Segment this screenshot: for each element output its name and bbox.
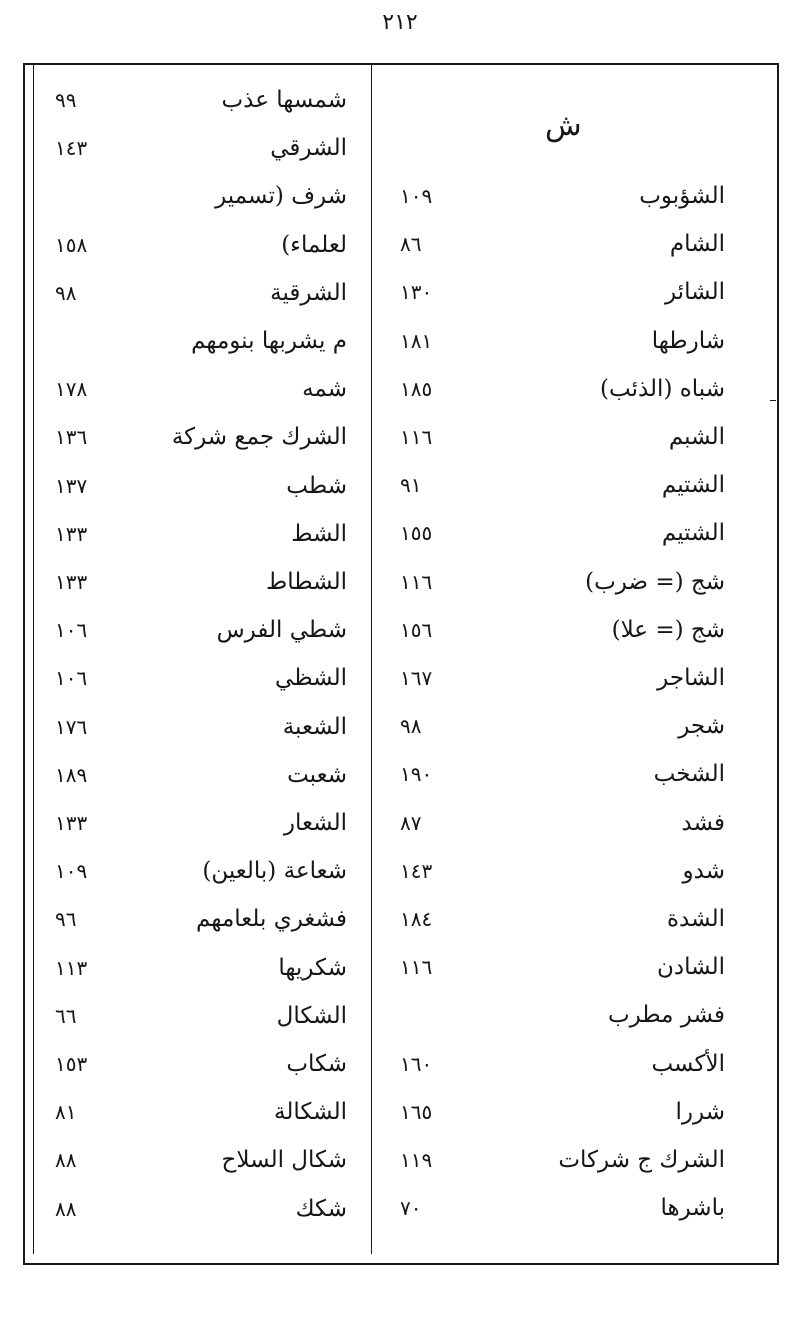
index-entry <box>395 369 765 409</box>
entry-page-number: ١٥٥ <box>400 521 433 546</box>
index-entry <box>55 755 355 795</box>
index-entry <box>55 273 355 313</box>
entry-term: شطب <box>286 472 347 499</box>
entry-term: فشر مطرب <box>607 1002 725 1029</box>
entry-term: الشخب <box>653 761 725 788</box>
entry-term: شباه (الذئب) <box>600 375 725 402</box>
entry-term: شج (= ضرب) <box>585 568 725 595</box>
index-entry <box>55 128 355 168</box>
entry-term: شكريها <box>278 954 347 981</box>
index-entry <box>55 948 355 988</box>
entry-term: الشائر <box>664 279 725 306</box>
entry-term: الشرقية <box>270 279 347 306</box>
entry-term: شارطها <box>651 327 725 354</box>
entry-page-number: ١١٦ <box>400 569 433 594</box>
index-entry <box>55 803 355 843</box>
entry-term: الشدة <box>666 906 725 932</box>
index-entry <box>55 369 355 409</box>
entry-term: الشكال <box>276 1002 347 1029</box>
index-entry <box>395 1140 765 1180</box>
index-entry <box>395 272 765 312</box>
index-entry <box>395 610 765 650</box>
entry-term: الشتيم <box>661 472 725 499</box>
margin-tick <box>770 400 776 401</box>
index-entry <box>395 947 765 987</box>
entry-page-number: ٨١ <box>55 1100 77 1125</box>
entry-page-number: ١٦٠ <box>400 1051 433 1076</box>
entry-page-number: ١٣٦ <box>55 425 88 450</box>
left-column <box>55 0 355 1323</box>
entry-page-number: ١٥٦ <box>400 617 433 642</box>
index-entry <box>55 1092 355 1132</box>
entry-term: شررا <box>675 1098 725 1125</box>
entry-term: الشظي <box>275 665 347 692</box>
entry-term: شعبت <box>287 761 347 788</box>
entry-page-number: ١٣٣ <box>55 811 88 835</box>
index-entry <box>395 176 765 216</box>
entry-page-number: ١٥٣ <box>55 1052 88 1076</box>
index-entry <box>395 562 765 602</box>
index-entry <box>55 321 355 361</box>
entry-page-number: ٦٦ <box>55 1003 77 1028</box>
entry-term: باشرها <box>660 1195 725 1222</box>
inner-left-rule <box>33 64 34 1254</box>
entry-term: شمه <box>302 376 347 403</box>
entry-page-number: ١٩٠ <box>400 762 433 787</box>
entry-page-number: ١٣٣ <box>55 521 88 546</box>
index-entry <box>55 514 355 554</box>
entry-page-number: ١٧٨ <box>55 377 88 402</box>
index-entry <box>395 224 765 264</box>
entry-page-number: ١٣٣ <box>55 570 88 594</box>
index-entry <box>55 996 355 1036</box>
entry-term: شرف (تسمير <box>215 183 347 210</box>
index-entry <box>395 995 765 1035</box>
entry-page-number: ٩٩ <box>55 88 77 112</box>
index-entry <box>395 899 765 939</box>
index-entry <box>55 225 355 265</box>
entry-page-number: ٧٠ <box>400 1196 422 1221</box>
entry-term: شطي الفرس <box>216 617 347 644</box>
entry-term: الشؤبوب <box>639 183 725 209</box>
entry-page-number: ١٣٠ <box>400 280 433 305</box>
page-number: ٢١٢ <box>382 10 418 35</box>
entry-page-number: ١٦٥ <box>400 1099 433 1124</box>
index-entry <box>395 1188 765 1228</box>
entry-term: الأكسب <box>651 1050 725 1077</box>
index-entry <box>55 1140 355 1180</box>
index-entry <box>55 707 355 747</box>
index-entry <box>55 562 355 602</box>
index-entry <box>55 610 355 650</box>
entry-term: الشرك جمع شركة <box>171 424 347 451</box>
entry-term: الشعار <box>283 810 347 836</box>
entry-page-number: ١٣٧ <box>55 473 88 498</box>
entry-page-number: ١١٩ <box>400 1148 433 1172</box>
index-entry <box>55 80 355 120</box>
entry-page-number: ٨٦ <box>400 232 422 257</box>
entry-term: الشرك ج شركات <box>558 1147 725 1173</box>
index-entry <box>395 1044 765 1084</box>
index-entry <box>395 417 765 457</box>
entry-term: الشبم <box>668 424 725 450</box>
entry-page-number: ١٤٣ <box>400 858 433 883</box>
entry-page-number: ٨٨ <box>55 1196 77 1221</box>
entry-term: الشاجر <box>657 665 725 691</box>
entry-page-number: ١٨٤ <box>400 907 433 931</box>
index-entry <box>55 1189 355 1229</box>
index-entry <box>395 754 765 794</box>
entry-page-number: ٨٨ <box>55 1148 77 1173</box>
entry-term: الشطاط <box>265 569 347 595</box>
entry-term: الشرقي <box>270 135 347 162</box>
entry-term: شعاعة (بالعين) <box>202 858 347 885</box>
entry-term: الشام <box>669 231 725 258</box>
entry-term: شكك <box>295 1195 347 1222</box>
entry-page-number: ١٦٧ <box>400 666 433 690</box>
index-entry <box>395 513 765 553</box>
index-entry <box>395 1092 765 1132</box>
column-divider <box>371 64 372 1254</box>
entry-page-number: ١٠٩ <box>400 184 433 208</box>
right-column <box>395 0 765 1323</box>
entry-page-number: ١٤٣ <box>55 136 88 161</box>
index-entry <box>395 658 765 698</box>
entry-term: الشعبة <box>282 713 347 740</box>
index-entry <box>395 706 765 746</box>
entry-page-number: ١٠٦ <box>55 666 88 691</box>
entry-page-number: ١١٣ <box>55 955 88 980</box>
entry-page-number: ٩٦ <box>55 907 77 932</box>
entry-term: شجر <box>678 713 725 740</box>
index-entry <box>55 658 355 698</box>
index-entry <box>55 466 355 506</box>
index-entry <box>395 851 765 891</box>
index-entry <box>55 1044 355 1084</box>
entry-term: لعلماء) <box>281 231 347 258</box>
index-entry <box>55 176 355 216</box>
index-entry <box>55 899 355 939</box>
entry-page-number: ٨٧ <box>400 810 422 835</box>
entry-page-number: ٩١ <box>400 473 422 498</box>
entry-term: شدو <box>682 857 725 884</box>
entry-term: الشط <box>291 520 347 547</box>
entry-term: شكال السلاح <box>221 1147 347 1174</box>
entry-term: شمسها عذب <box>221 87 347 113</box>
entry-term: الشكالة <box>274 1099 347 1126</box>
entry-term: الشتيم <box>661 520 725 547</box>
entry-term: فشغري بلعامهم <box>196 906 347 933</box>
entry-page-number: ١٠٩ <box>55 859 88 884</box>
section-letter: ش <box>545 108 582 143</box>
entry-page-number: ١١٦ <box>400 425 433 449</box>
index-entry <box>395 321 765 361</box>
index-entry <box>55 851 355 891</box>
entry-term: شج (= علا) <box>611 616 725 643</box>
entry-term: فشد <box>681 809 725 836</box>
entry-page-number: ٩٨ <box>55 280 77 305</box>
entry-page-number: ١٨٥ <box>400 376 433 401</box>
entry-page-number: ١٧٦ <box>55 714 88 739</box>
entry-term: م يشربها بنومهم <box>191 328 347 354</box>
entry-term: شكاب <box>286 1051 347 1077</box>
entry-term: الشادن <box>656 954 725 981</box>
entry-page-number: ٩٨ <box>400 714 422 739</box>
entry-page-number: ١٥٨ <box>55 232 88 257</box>
index-entry <box>395 465 765 505</box>
index-entry <box>55 417 355 457</box>
entry-page-number: ١٨٩ <box>55 762 88 787</box>
entry-page-number: ١٠٦ <box>55 618 88 643</box>
entry-page-number: ١١٦ <box>400 955 433 980</box>
entry-page-number: ١٨١ <box>400 328 433 353</box>
index-entry <box>395 803 765 843</box>
